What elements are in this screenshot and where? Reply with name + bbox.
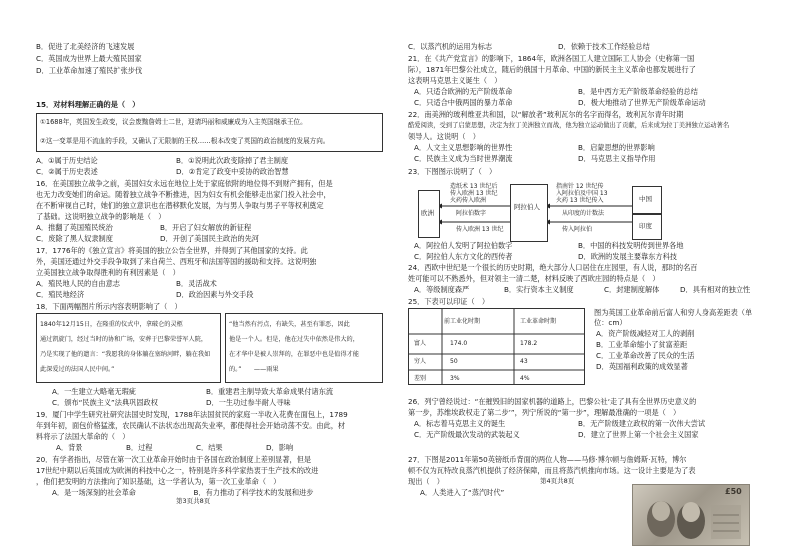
- diagram-china-label: 中国: [639, 195, 652, 203]
- q25-stem: 25．下表可以印证（ ）: [408, 297, 490, 306]
- q24-opt-a[interactable]: A．等级制度森严: [414, 285, 470, 294]
- q26-opt-a[interactable]: A．标志着马克思主义的诞生: [414, 419, 506, 428]
- q21-opt-b[interactable]: B．是中西方无产阶级革命经验的总结: [578, 87, 698, 96]
- q26-opt-d[interactable]: D．建立了世界上第一个社会主义国家: [578, 430, 699, 439]
- diagram-note-bl-1: 阿拉伯数字: [456, 210, 487, 217]
- diagram-europe-box: [418, 190, 440, 238]
- q17-line-2: 外，美国还通过外交手段争取到了来自荷兰、西班牙和法国等国的援助和支持。这说明独: [36, 257, 317, 266]
- q24-opt-d[interactable]: D．具有相对的独立性: [680, 285, 751, 294]
- prev-option-d-right: D．依赖于技术工作经验总结: [558, 42, 650, 51]
- q23-opt-b[interactable]: B．中国的科技发明传到世界各地: [578, 241, 684, 250]
- q17-opt-c[interactable]: C．殖民地经济: [36, 290, 85, 299]
- diagram-note-br-1: 从印度的计数法: [562, 210, 605, 217]
- diagram-china-box: [632, 186, 662, 214]
- q18-opt-c[interactable]: C．颁布“民族主义”法典巩固政权: [52, 398, 158, 407]
- q24-line-1: 24．西欧中世纪是一个很长的历史时期，绝大部分人口居住在庄园里，有人说，那时的名百: [408, 263, 698, 272]
- q16-line-4: 了基础。这说明独立战争的影响是（ ）: [36, 212, 166, 221]
- diagram-note-tr-1: 指南针 12 世纪传: [556, 183, 604, 190]
- q24-line-2: 姓可能可以不熟悉外，但对领主一清二楚，材料反映了西欧庄园的特点是（ ）: [408, 274, 660, 283]
- q16-line-2: 也无力改变她们的命运。随着独立战争不断推进，因为妇女有机会能够走出家门投入社会中，: [36, 190, 331, 199]
- q20-line-1: 20．有学者指出，尽管在第一次工业革命开始时由于各国在政治制度上差别显著，但是: [36, 455, 312, 464]
- q22-opt-a[interactable]: A．人文主义思想影响的世界性: [414, 143, 513, 152]
- diagram-india-box: [632, 214, 662, 240]
- q16-opt-b[interactable]: B．开启了妇女解放的新征程: [160, 223, 252, 232]
- q25-row-poor-ind: 43: [520, 358, 528, 365]
- q18-box-right-line-3: 在才华中是被人崇拜的，在罪恶中也是值得才能: [229, 351, 359, 358]
- q25-side-title: 图为英国工业革命前后富人和穷人身高差距表（单位：cm）: [594, 308, 753, 327]
- q25-opt-d[interactable]: D．英国福利政策的成效显著: [596, 362, 688, 371]
- q25-table-grid: [408, 308, 588, 386]
- q18-opt-a[interactable]: A．一生建立大略毫无瑕疵: [52, 387, 136, 396]
- q26-line-2: 第一步，苏维埃政权走了第二步’”，列宁所说的“第一步”，理解最准确的一项是（ ）: [408, 408, 681, 417]
- q19-line-2: 年到年初，面包价格猛涨，农民确认不法状态出现高失业率，都使得社会开始动荡不安。由此，材: [36, 421, 346, 430]
- diagram-india-label: 印度: [639, 222, 652, 230]
- q25-opt-c[interactable]: C．工业革命改善了民众的生活: [596, 351, 695, 360]
- q17-line-1: 17．1776年的《独立宣言》将美国的独立公告全世界，并得到了其他国家的支持。此: [36, 246, 308, 255]
- q19-opt-b[interactable]: B．过程: [126, 443, 153, 452]
- diagram-note-tr-2: 入阿拉伯及中国 13: [556, 190, 608, 197]
- q18-opt-d[interactable]: D．一生功过参半耐人寻味: [206, 398, 291, 407]
- q19-line-1: 19．厦门中学生研究社研究法国史时发现，1788年法国贫民的家庭一半收入花费在面包上，1789: [36, 410, 348, 419]
- q25-row-rich-label: 富人: [414, 340, 427, 347]
- q20-line-3: ，他们把发明的方法推向了知识基础，这一学者认为，第一次工业革命（ ）: [36, 477, 281, 486]
- q25-opt-b[interactable]: B．工业革命缩小了贫富差距: [596, 340, 688, 349]
- prev-option-d: D．工业革命加速了殖民扩张步伐: [36, 66, 143, 75]
- q22-line-3: 领导人。这说明（ ）: [408, 132, 480, 141]
- q20-opt-a[interactable]: A．是一场深刻的社会革命 B．有力推动了科学技术的发展和进步: [52, 488, 314, 497]
- diagram-note-tr-3: 火药 13 世纪传入: [556, 197, 604, 204]
- q17-opt-b[interactable]: B．灵活战术: [176, 279, 217, 288]
- q19-line-3: 料将示了法国大革命的（ ）: [36, 432, 130, 441]
- q16-opt-d[interactable]: D．开创了美国民主政治的先河: [160, 234, 259, 243]
- q25-row-rich-ind: 178.2: [520, 340, 538, 347]
- prev-option-c-right: C．以蒸汽机的运用为标志: [408, 42, 493, 51]
- diagram-arabs-label: 阿拉伯人: [514, 203, 540, 211]
- q27-opt-a[interactable]: A．人类进入了“蒸汽时代”: [420, 488, 505, 497]
- q15-material-2: ②这一变革是用不流血的手段，又确认了无限制的王权……根本改变了英国的政治制度的发展方向。: [40, 137, 330, 145]
- q20-line-2: 17世纪中期以后英国成为欧洲的科技中心之一，特别是许多科学家热衷于生产技术的改进: [36, 466, 319, 475]
- q17-opt-d[interactable]: D．政治因素与外交手段: [176, 290, 254, 299]
- q22-line-2: 酷爱阅读，受到了启蒙思想，决定为拉丁美洲独立而战，他为独立运动做出了贡献，后来成为拉丁美洲独立运动著名: [408, 122, 730, 129]
- diagram-note-tl-1: 造纸术 13 世纪后: [450, 183, 498, 190]
- q18-box-right-line-2: 他是一个人。但是，他在过失中依然是伟大的，: [229, 336, 359, 343]
- q21-opt-a[interactable]: A．只适合欧洲的无产阶级革命: [414, 87, 513, 96]
- q18-stem: 18．下面两幅图片所示内容表明影响了（ ）: [36, 302, 182, 311]
- q23-opt-a[interactable]: A．阿拉伯人发明了阿拉伯数字: [414, 241, 513, 250]
- diagram-note-br-2: 传入阿拉伯: [562, 226, 593, 233]
- q16-line-1: 16．在美国独立战争之前，美国妇女永远在地位上处于家庭依附的地位得不到财产拥有，但是: [36, 179, 333, 188]
- q22-opt-c[interactable]: C．民族主义成为当时世界潮流: [414, 154, 513, 163]
- q19-opt-d[interactable]: D．影响: [266, 443, 294, 452]
- q23-opt-c[interactable]: C．阿拉伯人东方文化的西传者: [414, 252, 513, 261]
- q25-row-diff-label: 差别: [414, 375, 427, 382]
- q19-opt-c[interactable]: C．结果: [196, 443, 223, 452]
- q25-header-ind: 工业革命时期: [520, 318, 557, 325]
- left-page-footer: 第3页共8页: [176, 497, 211, 505]
- q18-opt-b[interactable]: B．重建君主制导致大革命成果付诸东流: [206, 387, 334, 396]
- q27-line-2: 顿不仅为瓦特改良蒸汽机提供了经济保障，而且将蒸汽机推向市场。这一设计主要是为了表: [408, 466, 696, 475]
- diagram-note-bl-2: 传入欧洲 13 世纪: [456, 226, 504, 233]
- banknote-value: £50: [725, 487, 742, 496]
- q21-opt-c[interactable]: C．只适合中俄两国的暴力革命: [414, 98, 513, 107]
- q15-opt-a[interactable]: A．①属于历史结论: [36, 156, 98, 165]
- q27-line-3: 现出（ ）: [408, 477, 444, 486]
- diagram-note-tl-3: 火药传入欧洲: [450, 197, 487, 204]
- q18-box-right-line-1: “他当然有污点，有缺失，甚至有罪恶，因此: [229, 321, 350, 328]
- banknote-image: [632, 484, 750, 546]
- diagram-note-tl-2: 传入欧洲 13 世纪: [450, 190, 498, 197]
- q21-opt-d[interactable]: D．极大地推动了世界无产阶级革命运动: [578, 98, 706, 107]
- q24-opt-c[interactable]: C．封建制度解体: [604, 285, 660, 294]
- q21-line-3: 这表明马克思主义诞生（ ）: [408, 76, 502, 85]
- q15-opt-c[interactable]: C．②属于历史表述: [36, 167, 98, 176]
- prev-option-b: B．促进了北美经济的飞速发展: [36, 42, 135, 51]
- q24-opt-b[interactable]: B．实行资本主义制度: [504, 285, 574, 294]
- q22-opt-d[interactable]: D．马克思主义指导作用: [578, 154, 656, 163]
- q25-header-pre: 前工业化时期: [444, 318, 481, 325]
- q19-opt-a[interactable]: A．背景: [56, 443, 83, 452]
- q18-box-left-line-2: 通过凯旋门，经过当时的协和广场，安葬于巴黎荣誉军人院，: [40, 336, 208, 343]
- q23-stem: 23．下图图示说明了（ ）: [408, 167, 497, 176]
- q15-opt-d[interactable]: D．②肯定了政变中妥协的政治智慧: [176, 167, 289, 176]
- q17-opt-a[interactable]: A．殖民地人民的自由意志: [36, 279, 120, 288]
- q25-row-rich-pre: 174.0: [450, 340, 468, 347]
- q26-opt-c[interactable]: C．无产阶级最次发动的武装起义: [414, 430, 520, 439]
- q16-opt-a[interactable]: A．推翻了英国殖民统治: [36, 223, 113, 232]
- q21-line-1: 21．在《共产党宣言》的影响下，1864年，欧洲各国工人建立国际工人协会（史称第一国: [408, 54, 695, 63]
- diagram-europe-label: 欧洲: [421, 209, 434, 217]
- diagram-arabs-box: [510, 184, 548, 242]
- q17-line-3: 立美国独立战争取得胜利的有利因素是（ ）: [36, 268, 180, 277]
- q21-line-2: 际），1871年巴黎公社成立，随后的俄国十月革命、中国的新民主主义革命也都发展进行了: [408, 65, 696, 74]
- q23-opt-d[interactable]: D．欧洲的发展主要靠东方科技: [578, 252, 677, 261]
- q18-box-right-line-4: 的。” ——雨果: [229, 366, 279, 373]
- q26-line-1: 26．列宁曾经说过：“在摧毁旧的国家机器的道路上，巴黎公社‘走了具有全世界历史意义的: [408, 397, 697, 406]
- right-page-footer: 第4页共8页: [540, 477, 575, 485]
- q15-stem: 15．对材料理解正确的是（ ）: [36, 100, 140, 109]
- q22-opt-b[interactable]: B．启蒙思想的世界影响: [578, 143, 655, 152]
- q15-material-1: ①1688年，英国发生政变，议会废黜詹姆士二世，迎请玛丽和威廉成为入主英国继承王位。: [40, 118, 307, 126]
- q18-box-left-line-4: 此深爱过的法国人民中间。”: [40, 366, 115, 373]
- q16-opt-c[interactable]: C．废除了黑人奴隶制度: [36, 234, 113, 243]
- q25-row-poor-label: 穷人: [414, 358, 427, 365]
- q25-row-poor-pre: 50: [450, 358, 458, 365]
- q27-line-1: 27．下图是2011年第50英镑纸币背面的两位人物——马修·博尔顿与詹姆斯·瓦特，博尔: [408, 455, 687, 464]
- q16-line-3: 在不断审视自己时，她们的独立意识也在潜移默化发展，为与男人争取与男子平等权利奠定: [36, 201, 324, 210]
- prev-option-c: C．英国成为世界上最大殖民国家: [36, 54, 142, 63]
- q22-line-1: 22．南美洲的玻利维亚共和国，以“解放者”玻利瓦尔的名字而得名，玻利瓦尔青年时期: [408, 110, 684, 119]
- q26-opt-b[interactable]: B．无产阶级建立政权的第一次伟大尝试: [578, 419, 706, 428]
- q25-row-diff-ind: 4%: [520, 375, 530, 382]
- q18-box-left-line-3: 乃是实现了他的遗言：“我愿我的身体躺在塞纳河畔，躺在我如: [40, 351, 211, 358]
- q25-row-diff-pre: 3%: [450, 375, 460, 382]
- q15-opt-b[interactable]: B．①说明此次政变除掉了君主制度: [176, 156, 289, 165]
- q18-box-left-line-1: 1840年12月15日，在隆重的仪式中，拿破仑的灵柩: [40, 321, 183, 328]
- q25-opt-a[interactable]: A．资产阶级减轻对工人的剥削: [596, 329, 695, 338]
